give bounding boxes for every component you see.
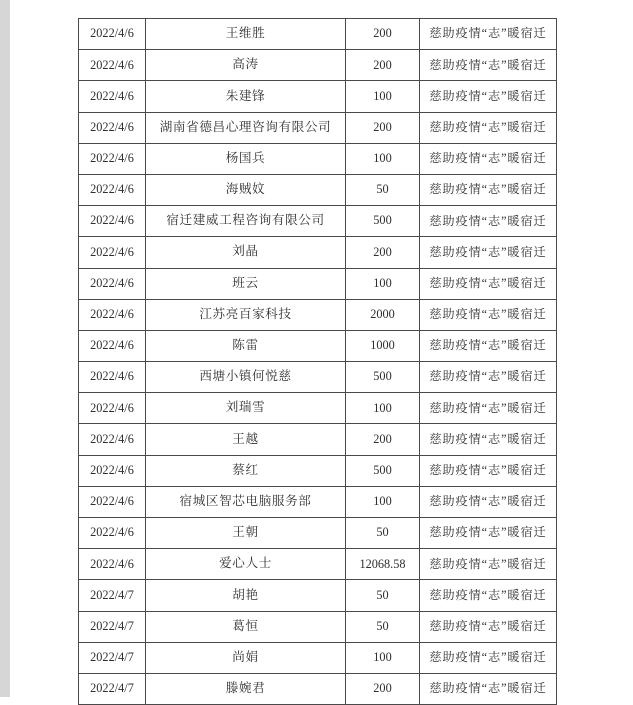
cell-donor-name: 高涛 — [146, 50, 346, 81]
table-row — [79, 112, 557, 143]
cell-donation-date: 2022/4/6 — [79, 50, 146, 81]
cell-donation-amount: 50 — [346, 611, 420, 642]
cell-donation-date: 2022/4/6 — [79, 330, 146, 361]
cell-project-name: 慈助疫情“志”暖宿迁 — [420, 174, 557, 205]
table-row — [79, 486, 557, 517]
cell-donation-date: 2022/4/6 — [79, 486, 146, 517]
cell-donation-date: 2022/4/6 — [79, 424, 146, 455]
cell-project-name: 慈助疫情“志”暖宿迁 — [420, 673, 557, 704]
cell-donor-name: 宿城区智芯电脑服务部 — [146, 486, 346, 517]
cell-donation-amount: 200 — [346, 237, 420, 268]
table-row — [79, 424, 557, 455]
cell-donor-name: 爱心人士 — [146, 549, 346, 580]
document-page — [10, 0, 633, 697]
cell-donor-name: 滕婉君 — [146, 673, 346, 704]
cell-donation-date: 2022/4/6 — [79, 206, 146, 237]
cell-donation-amount: 100 — [346, 143, 420, 174]
cell-donor-name: 蔡红 — [146, 455, 346, 486]
donation-table-container — [78, 18, 556, 705]
cell-donor-name: 葛恒 — [146, 611, 346, 642]
cell-donation-date: 2022/4/6 — [79, 549, 146, 580]
table-row — [79, 455, 557, 486]
cell-donation-amount: 200 — [346, 112, 420, 143]
cell-project-name: 慈助疫情“志”暖宿迁 — [420, 299, 557, 330]
cell-donation-date: 2022/4/7 — [79, 611, 146, 642]
cell-project-name: 慈助疫情“志”暖宿迁 — [420, 50, 557, 81]
cell-donation-amount: 200 — [346, 673, 420, 704]
cell-donation-date: 2022/4/6 — [79, 174, 146, 205]
cell-project-name: 慈助疫情“志”暖宿迁 — [420, 112, 557, 143]
cell-project-name: 慈助疫情“志”暖宿迁 — [420, 424, 557, 455]
cell-donor-name: 宿迁建威工程咨询有限公司 — [146, 206, 346, 237]
cell-donor-name: 江苏亮百家科技 — [146, 299, 346, 330]
cell-donor-name: 海贼妏 — [146, 174, 346, 205]
cell-donor-name: 胡艳 — [146, 580, 346, 611]
page-left-gutter — [0, 0, 10, 697]
cell-project-name: 慈助疫情“志”暖宿迁 — [420, 19, 557, 50]
table-row — [79, 81, 557, 112]
cell-project-name: 慈助疫情“志”暖宿迁 — [420, 611, 557, 642]
table-row — [79, 268, 557, 299]
cell-donation-date: 2022/4/6 — [79, 19, 146, 50]
cell-donor-name: 王朝 — [146, 518, 346, 549]
cell-donation-amount: 100 — [346, 642, 420, 673]
cell-donor-name: 陈雷 — [146, 330, 346, 361]
table-row — [79, 330, 557, 361]
cell-donation-date: 2022/4/6 — [79, 393, 146, 424]
cell-donor-name: 杨国兵 — [146, 143, 346, 174]
cell-donation-date: 2022/4/6 — [79, 299, 146, 330]
table-row — [79, 19, 557, 50]
cell-donation-amount: 500 — [346, 206, 420, 237]
table-row — [79, 549, 557, 580]
cell-donation-amount: 100 — [346, 393, 420, 424]
cell-donation-amount: 2000 — [346, 299, 420, 330]
cell-donation-amount: 12068.58 — [346, 549, 420, 580]
cell-project-name: 慈助疫情“志”暖宿迁 — [420, 580, 557, 611]
table-row — [79, 50, 557, 81]
cell-donor-name: 湖南省德昌心理咨询有限公司 — [146, 112, 346, 143]
cell-donation-amount: 50 — [346, 174, 420, 205]
table-row — [79, 237, 557, 268]
table-row — [79, 174, 557, 205]
table-row — [79, 362, 557, 393]
cell-donation-amount: 1000 — [346, 330, 420, 361]
cell-donation-date: 2022/4/7 — [79, 642, 146, 673]
cell-project-name: 慈助疫情“志”暖宿迁 — [420, 143, 557, 174]
table-row — [79, 642, 557, 673]
table-row — [79, 143, 557, 174]
cell-donor-name: 朱建锋 — [146, 81, 346, 112]
cell-project-name: 慈助疫情“志”暖宿迁 — [420, 268, 557, 299]
cell-project-name: 慈助疫情“志”暖宿迁 — [420, 549, 557, 580]
cell-donation-date: 2022/4/6 — [79, 81, 146, 112]
cell-project-name: 慈助疫情“志”暖宿迁 — [420, 81, 557, 112]
cell-donation-amount: 200 — [346, 19, 420, 50]
cell-project-name: 慈助疫情“志”暖宿迁 — [420, 330, 557, 361]
cell-project-name: 慈助疫情“志”暖宿迁 — [420, 455, 557, 486]
cell-project-name: 慈助疫情“志”暖宿迁 — [420, 642, 557, 673]
cell-donation-amount: 100 — [346, 81, 420, 112]
table-row — [79, 611, 557, 642]
table-row — [79, 673, 557, 704]
table-row — [79, 206, 557, 237]
cell-donor-name: 王维胜 — [146, 19, 346, 50]
cell-donation-date: 2022/4/7 — [79, 580, 146, 611]
cell-donation-amount: 100 — [346, 268, 420, 299]
cell-donation-amount: 100 — [346, 486, 420, 517]
table-row — [79, 580, 557, 611]
cell-donation-amount: 200 — [346, 50, 420, 81]
cell-project-name: 慈助疫情“志”暖宿迁 — [420, 206, 557, 237]
donation-records-table — [78, 18, 557, 705]
cell-donor-name: 班云 — [146, 268, 346, 299]
cell-project-name: 慈助疫情“志”暖宿迁 — [420, 362, 557, 393]
table-row — [79, 518, 557, 549]
cell-donation-date: 2022/4/6 — [79, 518, 146, 549]
cell-donation-date: 2022/4/6 — [79, 362, 146, 393]
cell-donation-date: 2022/4/6 — [79, 143, 146, 174]
cell-donor-name: 刘晶 — [146, 237, 346, 268]
cell-donation-amount: 500 — [346, 455, 420, 486]
donation-table-body — [79, 19, 557, 705]
cell-project-name: 慈助疫情“志”暖宿迁 — [420, 237, 557, 268]
cell-donor-name: 西塘小镇何悦慈 — [146, 362, 346, 393]
table-row — [79, 393, 557, 424]
cell-donation-date: 2022/4/6 — [79, 455, 146, 486]
cell-donor-name: 尚娟 — [146, 642, 346, 673]
cell-donation-amount: 200 — [346, 424, 420, 455]
cell-donor-name: 刘瑞雪 — [146, 393, 346, 424]
cell-donation-amount: 50 — [346, 518, 420, 549]
cell-project-name: 慈助疫情“志”暖宿迁 — [420, 393, 557, 424]
cell-donation-date: 2022/4/7 — [79, 673, 146, 704]
cell-donation-date: 2022/4/6 — [79, 268, 146, 299]
cell-donation-amount: 500 — [346, 362, 420, 393]
cell-donation-amount: 50 — [346, 580, 420, 611]
cell-donor-name: 王越 — [146, 424, 346, 455]
cell-project-name: 慈助疫情“志”暖宿迁 — [420, 486, 557, 517]
cell-project-name: 慈助疫情“志”暖宿迁 — [420, 518, 557, 549]
cell-donation-date: 2022/4/6 — [79, 112, 146, 143]
table-row — [79, 299, 557, 330]
cell-donation-date: 2022/4/6 — [79, 237, 146, 268]
